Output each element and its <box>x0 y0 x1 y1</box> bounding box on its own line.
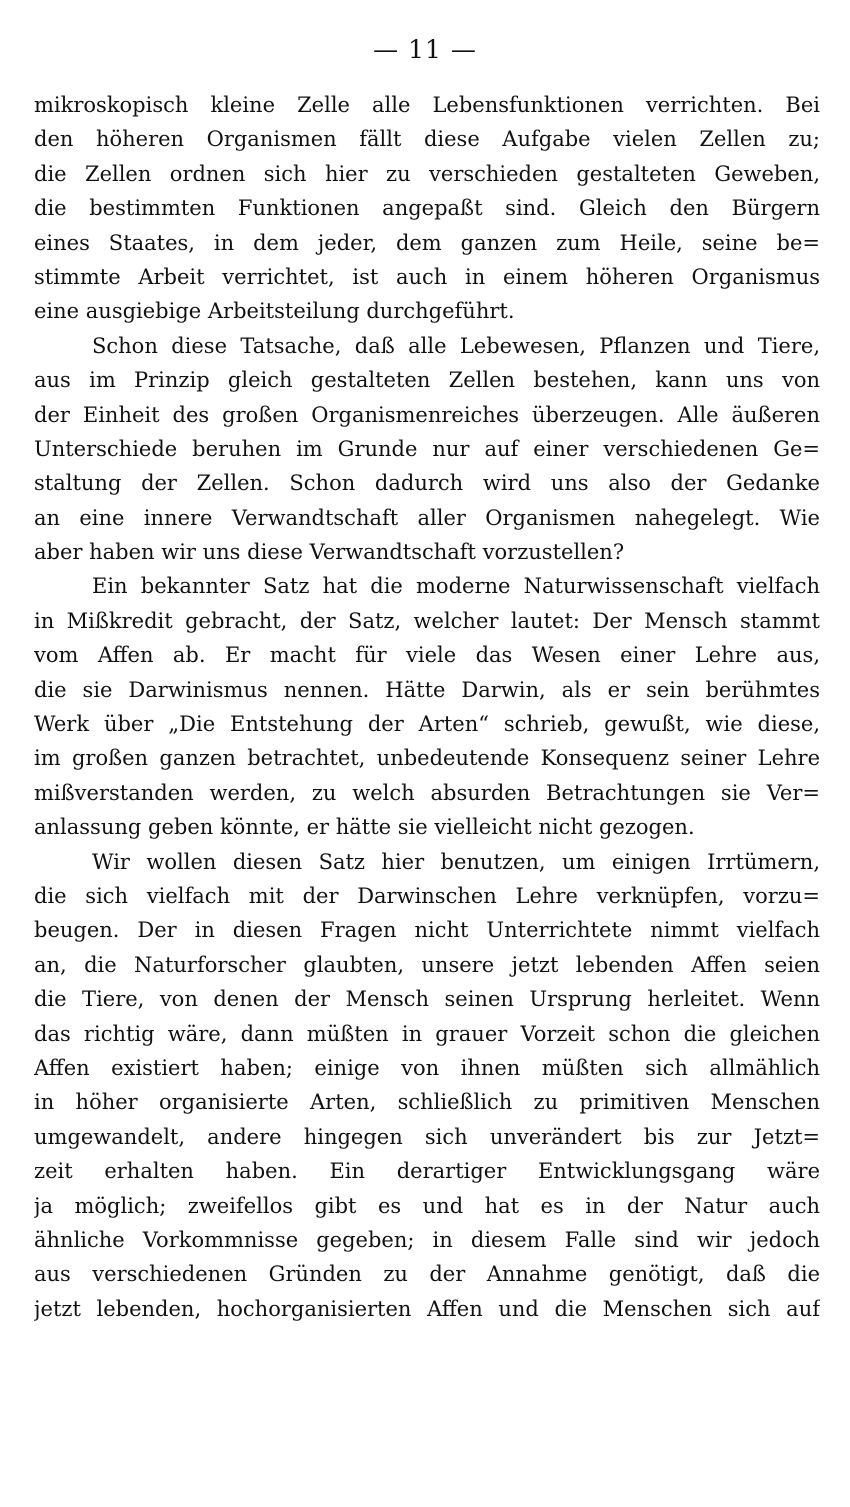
text-line: jetzt lebenden, hochorganisierten Affen und die Menschen sich auf <box>34 1296 820 1321</box>
text-line: mißverstanden werden, zu welch absurden Betrachtungen sie Ver= <box>34 780 820 805</box>
text-line: zeit erhalten haben. Ein derartiger Entwicklungsgang wäre <box>34 1159 820 1184</box>
text-line: mikroskopisch kleine Zelle alle Lebensfunktionen verrichten. Bei <box>34 93 820 117</box>
text-line: eines Staates, in dem jeder, dem ganzen zum Heile, seine be= <box>34 230 820 255</box>
text-line: Unterschiede beruhen im Grunde nur auf einer verschiedenen Ge= <box>34 436 820 461</box>
text-line: Affen existiert haben; einige von ihnen müßten sich allmählich <box>34 1055 820 1080</box>
text-line: aus im Prinzip gleich gestalteten Zellen bestehen, kann uns von <box>34 368 820 393</box>
paragraph-first-line: Ein bekannter Satz hat die moderne Naturwissenschaft vielfach <box>92 574 820 599</box>
text-line: im großen ganzen betrachtet, unbedeutende Konsequenz seiner Lehre <box>34 746 820 771</box>
text-line: ähnliche Vorkommnisse gegeben; in diesem Falle sind wir jedoch <box>34 1227 820 1252</box>
text-line: vom Affen ab. Er macht für viele das Wesen einer Lehre aus, <box>34 643 820 668</box>
text-line: die sie Darwinismus nennen. Hätte Darwin, als er sein berühmtes <box>34 677 820 702</box>
paragraph-first-line: Schon diese Tatsache, daß alle Lebewesen, Pflanzen und Tiere, <box>92 333 820 358</box>
text-line: Werk über „Die Entstehung der Arten“ schrieb, gewußt, wie diese, <box>34 712 820 737</box>
text-line: an, die Naturforscher glaubten, unsere jetzt lebenden Affen seien <box>34 952 820 977</box>
text-line: an eine innere Verwandtschaft aller Organismen nahegelegt. Wie <box>34 505 820 530</box>
text-line: die bestimmten Funktionen angepaßt sind. Gleich den Bürgern <box>34 196 820 221</box>
text-line: ja möglich; zweifellos gibt es und hat es in der Natur auch <box>34 1193 820 1218</box>
text-line: die Zellen ordnen sich hier zu verschieden gestalteten Geweben, <box>34 161 820 186</box>
text-line: die sich vielfach mit der Darwinschen Lehre verknüpfen, vorzu= <box>34 883 820 908</box>
text-line: aus verschiedenen Gründen zu der Annahme genötigt, daß die <box>34 1262 820 1287</box>
text-line: der Einheit des großen Organismenreiches überzeugen. Alle äußeren <box>34 402 820 427</box>
text-line: eine ausgiebige Arbeitsteilung durchgeführt. <box>34 299 515 324</box>
text-line: die Tiere, von denen der Mensch seinen Ursprung herleitet. Wenn <box>34 987 820 1012</box>
text-line: in höher organisierte Arten, schließlich zu primitiven Menschen <box>34 1090 820 1115</box>
text-line: aber haben wir uns diese Verwandtschaft vorzustellen? <box>34 540 625 565</box>
paragraph-first-line: Wir wollen diesen Satz hier benutzen, um einigen Irrtümern, <box>92 849 820 874</box>
text-line: stimmte Arbeit verrichtet, ist auch in einem höheren Organismus <box>34 264 820 289</box>
text-line: in Mißkredit gebracht, der Satz, welcher lautet: Der Mensch stammt <box>34 608 820 633</box>
text-line: umgewandelt, andere hingegen sich unverändert bis zur Jetzt= <box>34 1124 820 1149</box>
text-line: staltung der Zellen. Schon dadurch wird uns also der Gedanke <box>34 471 820 496</box>
text-line: beugen. Der in diesen Fragen nicht Unterrichtete nimmt vielfach <box>34 918 820 943</box>
body-text <box>34 88 820 1326</box>
text-line: anlassung geben könnte, er hätte sie vielleicht nicht gezogen. <box>34 815 695 840</box>
page-number: — 11 — <box>373 35 477 64</box>
text-line: das richtig wäre, dann müßten in grauer Vorzeit schon die gleichen <box>34 1021 820 1046</box>
text-line: den höheren Organismen fällt diese Aufgabe vielen Zellen zu; <box>34 127 820 152</box>
